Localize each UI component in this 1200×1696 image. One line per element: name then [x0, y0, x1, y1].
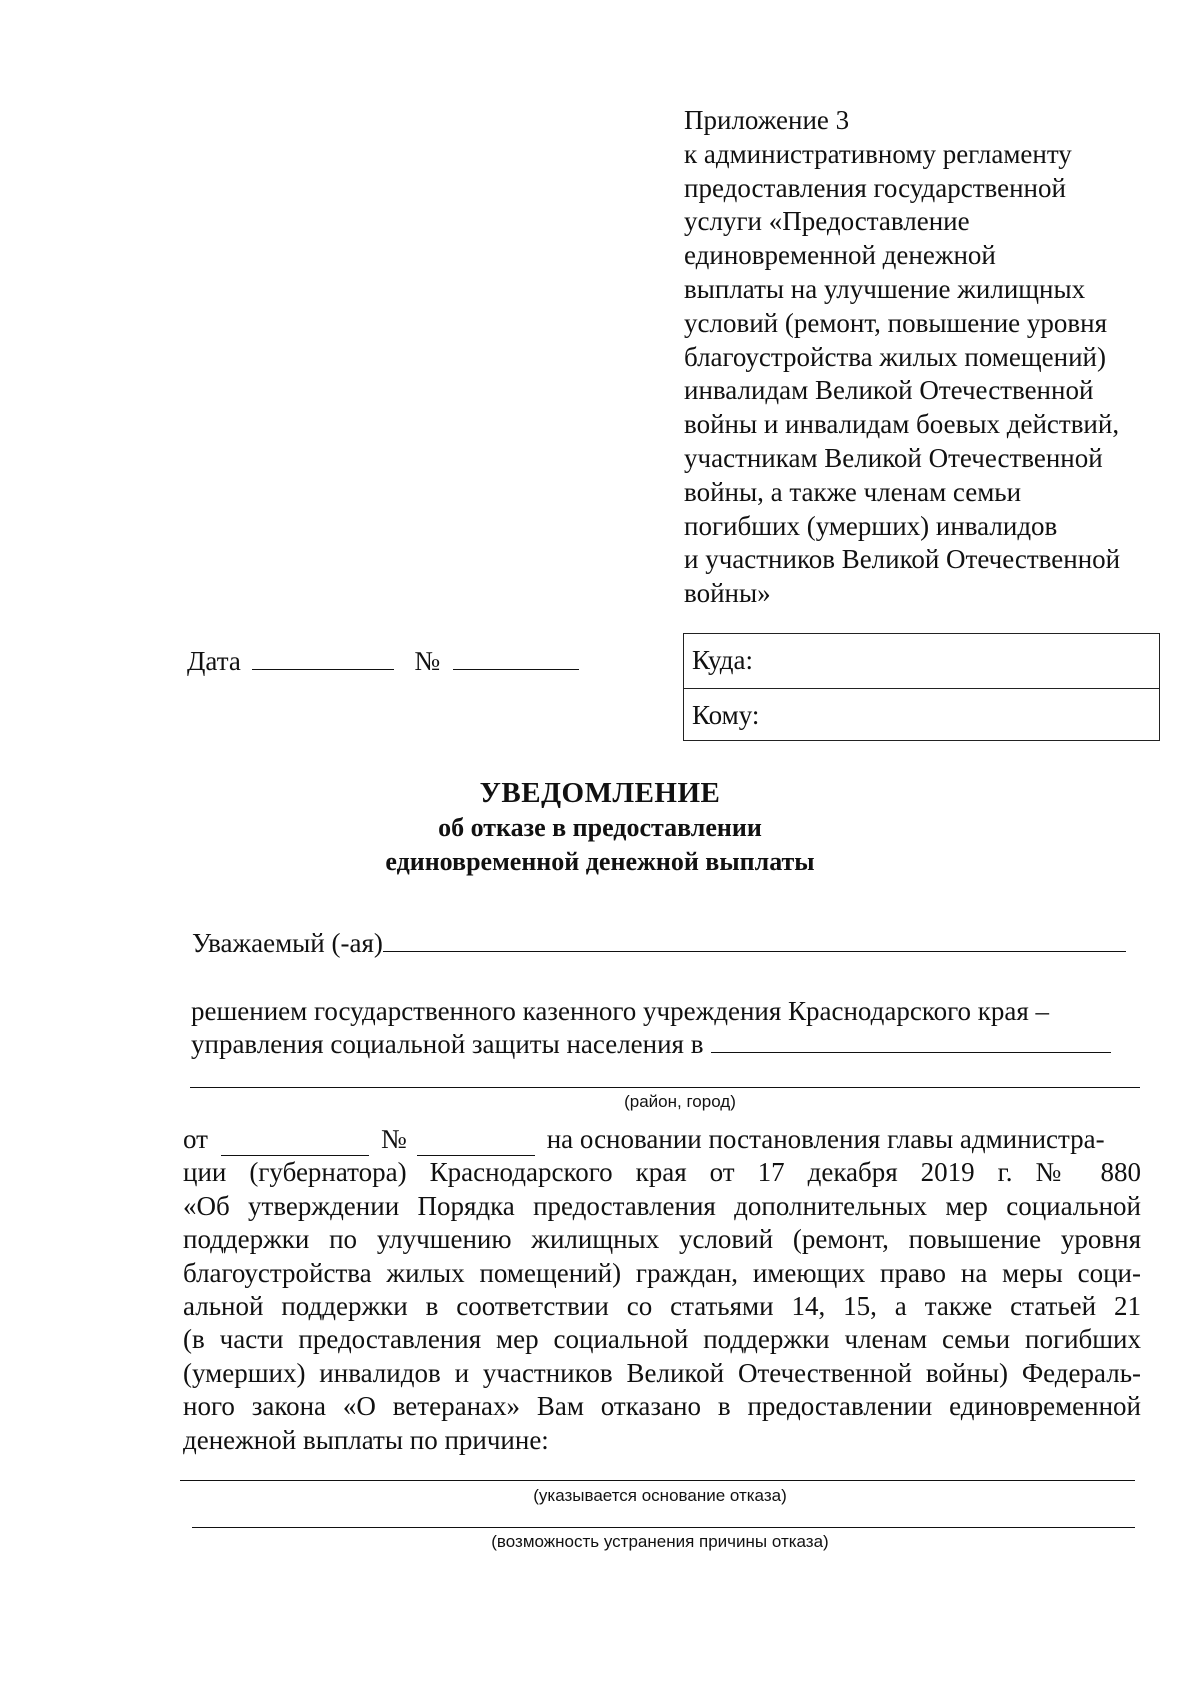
address-box-top-border — [683, 633, 1160, 634]
appendix-line: войны, а также членам семьи — [684, 476, 1022, 507]
decision-number-label: № — [380, 1124, 407, 1154]
salutation-row — [192, 928, 1126, 959]
decision-date-field[interactable] — [221, 1131, 369, 1156]
from-label: от — [183, 1124, 208, 1154]
appendix-line: выплаты на улучшение жилищных — [684, 273, 1086, 304]
body-line: благоустройства жилых помещений) граждан, имеющих право на меры соци- — [183, 1257, 1141, 1288]
to-where-label: Куда: — [692, 645, 754, 675]
decision-paragraph — [191, 995, 1151, 1061]
appendix-line: Приложение 3 — [684, 105, 850, 135]
recipient-name-field[interactable] — [383, 929, 1126, 952]
appendix-line: предоставления государственной — [684, 172, 1066, 203]
date-field[interactable] — [252, 645, 394, 670]
reason-caption: (указывается основание отказа) — [533, 1486, 787, 1505]
appendix-line: войны и инвалидам боевых действий, — [684, 409, 1120, 440]
remedy-field-line[interactable] — [192, 1527, 1135, 1528]
number-field[interactable] — [453, 645, 579, 670]
appendix-line: погибших (умерших) инвалидов — [684, 510, 1058, 541]
to-whom-label: Кому: — [692, 700, 760, 730]
address-box — [683, 633, 1160, 741]
district-caption: (район, город) — [624, 1092, 736, 1111]
appendix-line: войны» — [684, 578, 771, 609]
decision-line-1: решением государственного казенного учреждения Краснодарского края – — [191, 996, 1050, 1026]
appendix-line: и участников Великой Отечественной — [684, 544, 1121, 575]
body-first-line-text: на основании постановления главы администра- — [546, 1124, 1105, 1154]
body-line: поддержки по улучшению жилищных условий (ремонт, повышение уровня — [183, 1224, 1141, 1255]
appendix-line: к административному регламенту — [684, 138, 1072, 169]
document-title — [0, 775, 1200, 879]
remedy-caption: (возможность устранения причины отказа) — [491, 1532, 829, 1551]
department-field[interactable] — [711, 1030, 1111, 1053]
appendix-line: благоустройства жилых помещений) — [684, 341, 1106, 372]
body-paragraph — [183, 1123, 1141, 1457]
appendix-line: инвалидам Великой Отечественной — [684, 375, 1094, 406]
title-subtitle-2: единовременной денежной выплаты — [385, 847, 815, 876]
appendix-header — [684, 104, 1184, 611]
body-line: альной поддержки в соответствии со статьями 14, 15, а также статьей 21 — [183, 1291, 1141, 1322]
appendix-line: условий (ремонт, повышение уровня — [684, 307, 1107, 338]
decision-line-2 — [191, 1028, 1151, 1061]
reason-field-line[interactable] — [180, 1480, 1135, 1481]
body-line: «Об утверждении Порядка предоставления дополнительных мер социальной — [183, 1190, 1141, 1221]
body-line: (в части предоставления мер социальной поддержки членам семьи погибших — [183, 1324, 1141, 1355]
address-divider — [684, 688, 1159, 689]
title-main: УВЕДОМЛЕНИЕ — [479, 777, 721, 809]
body-line: ного закона «О ветеранах» Вам отказано в предоставлении единовременной — [183, 1391, 1141, 1422]
number-label: № — [414, 646, 441, 676]
salutation-label: Уважаемый (-ая) — [192, 928, 383, 958]
appendix-line: участникам Великой Отечественной — [684, 442, 1103, 473]
title-subtitle-1: об отказе в предоставлении — [438, 813, 762, 842]
decision-line-2-text: управления социальной защиты населения в — [191, 1029, 704, 1059]
decision-number-field[interactable] — [417, 1131, 535, 1156]
appendix-line: единовременной денежной — [684, 240, 996, 271]
body-line: (умерших) инвалидов и участников Великой Отечественной войны) Федераль- — [183, 1357, 1141, 1388]
body-line: ции (губернатора) Краснодарского края от 17 декабря 2019 г. № 880 — [183, 1157, 1141, 1188]
body-line: денежной выплаты по причине: — [183, 1424, 549, 1455]
date-label: Дата — [187, 646, 241, 676]
appendix-line: услуги «Предоставление — [684, 206, 970, 237]
date-number-row — [187, 645, 579, 677]
district-field-line[interactable] — [190, 1087, 1140, 1088]
body-first-line — [183, 1123, 1141, 1156]
